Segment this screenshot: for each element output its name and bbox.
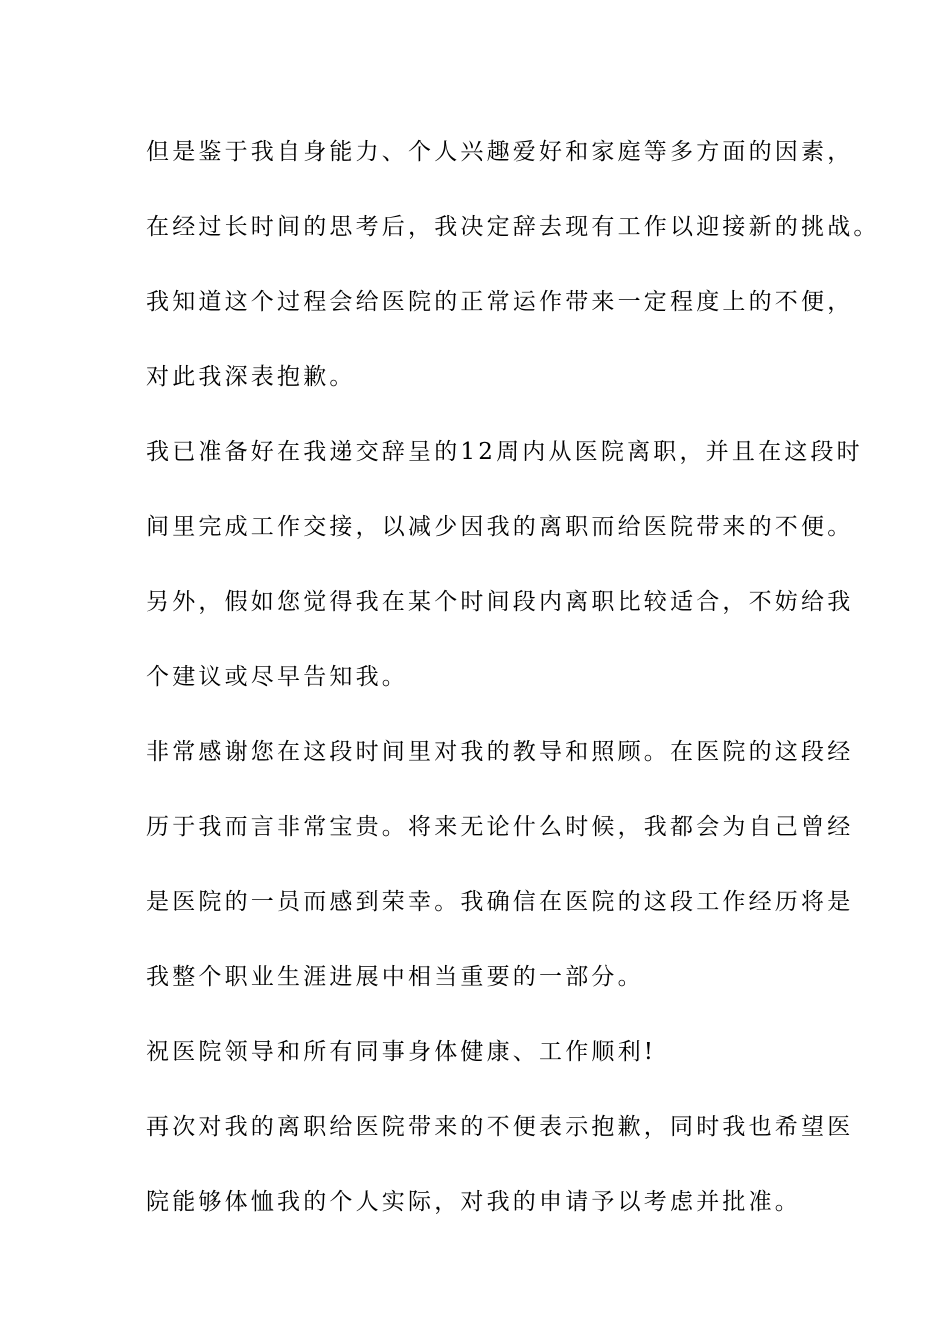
letter-body bbox=[146, 128, 880, 1253]
text-line: 我知道这个过程会给医院的正常运作带来一定程度上的不便， bbox=[146, 289, 854, 315]
text-line: 间里完成工作交接，以减少因我的离职而给医院带来的不便。 bbox=[146, 514, 854, 540]
text-line: 院能够体恤我的个人实际，对我的申请予以考虑并批准。 bbox=[146, 1189, 801, 1215]
text-line: 在经过长时间的思考后，我决定辞去现有工作以迎接新的挑战。 bbox=[146, 214, 880, 240]
text-line: 我已准备好在我递交辞呈的12周内从医院离职，并且在这段时 bbox=[146, 439, 863, 465]
text-line: 对此我深表抱歉。 bbox=[146, 364, 356, 390]
text-line: 非常感谢您在这段时间里对我的教导和照顾。在医院的这段经 bbox=[146, 739, 854, 765]
text-line: 我整个职业生涯进展中相当重要的一部分。 bbox=[146, 964, 644, 990]
text-line: 历于我而言非常宝贵。将来无论什么时候，我都会为自己曾经 bbox=[146, 814, 854, 840]
text-line: 再次对我的离职给医院带来的不便表示抱歉，同时我也希望医 bbox=[146, 1114, 854, 1140]
text-line: 但是鉴于我自身能力、个人兴趣爱好和家庭等多方面的因素， bbox=[146, 139, 854, 165]
text-line: 祝医院领导和所有同事身体健康、工作顺利! bbox=[146, 1039, 657, 1065]
text-line: 是医院的一员而感到荣幸。我确信在医院的这段工作经历将是 bbox=[146, 889, 854, 915]
text-line: 个建议或尽早告知我。 bbox=[146, 664, 408, 690]
text-line: 另外，假如您觉得我在某个时间段内离职比较适合，不妨给我 bbox=[146, 589, 854, 615]
